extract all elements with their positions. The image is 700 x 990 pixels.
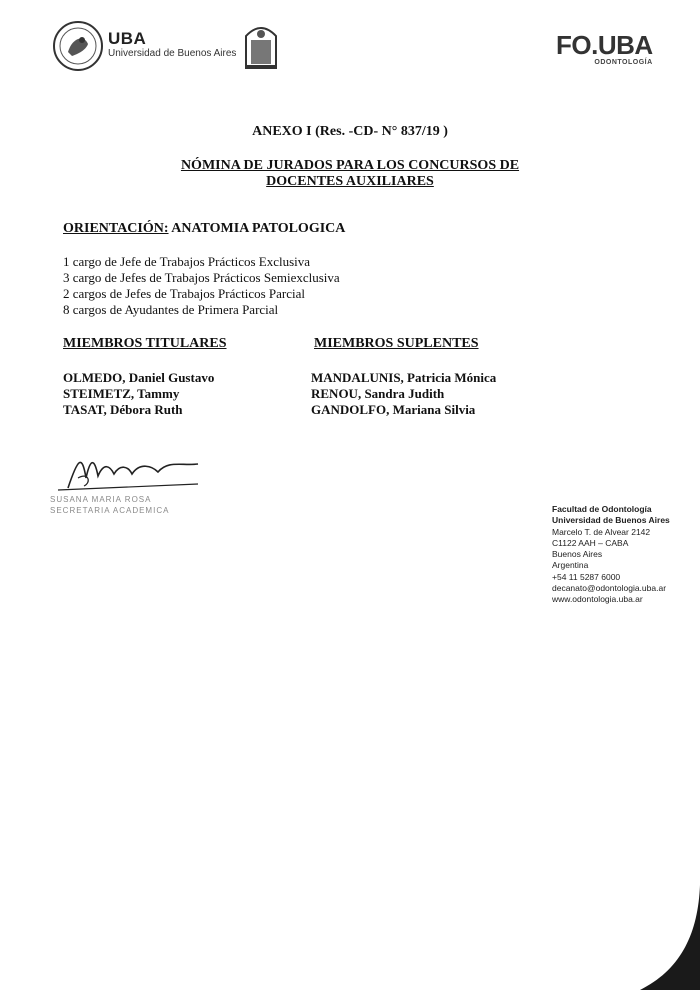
suplentes-heading: MIEMBROS SUPLENTES: [314, 336, 479, 351]
handwritten-signature: [48, 448, 208, 493]
titular-member: STEIMETZ, Tammy: [63, 386, 180, 401]
position-item: 8 cargos de Ayudantes de Primera Parcial: [63, 302, 279, 317]
fo-uba-subtitle: ODONTOLOGÍA: [594, 59, 653, 66]
titular-member: OLMEDO, Daniel Gustavo: [63, 370, 215, 385]
crest-icon: [243, 20, 279, 70]
address-line: Universidad de Buenos Aires: [552, 515, 670, 526]
decorative-corner: [640, 885, 700, 990]
annex-title: ANEXO I (Res. -CD- N° 837/19 ): [252, 124, 448, 139]
uba-subtitle: Universidad de Buenos Aires: [108, 48, 237, 59]
list-title: NÓMINA DE JURADOS PARA LOS CONCURSOS DE DOCENTES AUXILIARES: [180, 158, 520, 189]
address-line: C1122 AAH – CABA: [552, 537, 629, 548]
address-line: Buenos Aires: [552, 549, 603, 560]
suplente-member: GANDOLFO, Mariana Silvia: [311, 402, 476, 417]
address-website: www.odontologia.uba.ar: [552, 594, 643, 605]
stamp-line: SECRETARIA ACADEMICA: [50, 506, 170, 515]
titular-member: TASAT, Débora Ruth: [63, 402, 183, 417]
address-line: Argentina: [552, 560, 589, 571]
address-phone: +54 11 5287 6000: [552, 571, 621, 582]
suplente-member: RENOU, Sandra Judith: [311, 386, 445, 401]
orientation-label: ORIENTACIÓN:: [63, 221, 169, 236]
titulares-heading: MIEMBROS TITULARES: [63, 336, 227, 351]
positions-list: [63, 254, 340, 318]
fo-uba-logo: [556, 32, 653, 66]
address-line: Facultad de Odontología: [552, 504, 652, 514]
stamp-line: SUSANA MARIA ROSA: [50, 495, 152, 504]
titulares-list: [63, 370, 214, 418]
address-line: Marcelo T. de Alvear 2142: [552, 526, 651, 537]
suplente-member: MANDALUNIS, Patricia Mónica: [311, 370, 497, 385]
uba-seal-logo: [52, 20, 104, 72]
position-item: 1 cargo de Jefe de Trabajos Prácticos Exclusiva: [63, 254, 311, 269]
address-email: decanato@odontologia.uba.ar: [552, 583, 667, 594]
orientation-value: ANATOMIA PATOLOGICA: [171, 221, 346, 236]
orientation: [63, 221, 345, 237]
suplentes-list: [311, 370, 496, 418]
position-item: 3 cargo de Jefes de Trabajos Prácticos Semiexclusiva: [63, 270, 340, 285]
signature-stamp: [50, 494, 169, 516]
faculty-address: [552, 504, 670, 606]
position-item: 2 cargos de Jefes de Trabajos Prácticos Parcial: [63, 286, 306, 301]
uba-wordmark: [108, 30, 236, 60]
uba-name: UBA: [108, 29, 147, 48]
fo-uba-name: FO.UBA: [556, 30, 653, 60]
